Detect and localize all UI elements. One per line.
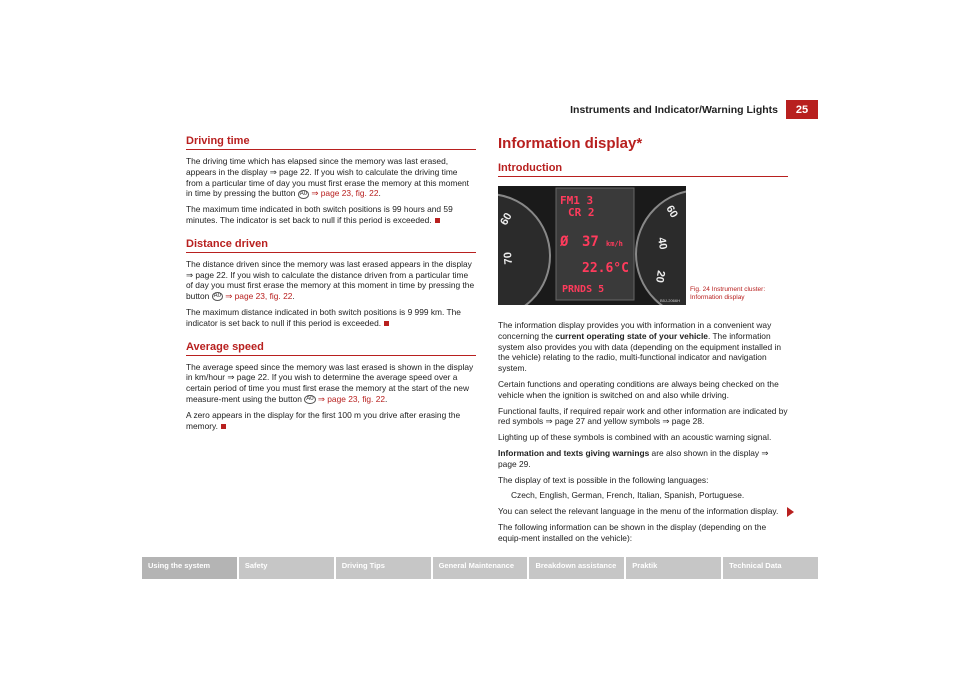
section-title-information-display: Information display* — [498, 135, 643, 152]
figure-caption: Fig. 24 Instrument cluster: Information display — [690, 286, 766, 301]
tab-praktik[interactable]: Praktik — [626, 557, 721, 579]
footer-navigation — [142, 557, 818, 579]
paragraph — [498, 448, 788, 470]
end-marker-icon — [221, 424, 226, 429]
paragraph-languages: Czech, English, German, French, Italian, Spanish, Portuguese. — [511, 490, 745, 501]
end-marker-icon — [435, 218, 440, 223]
paragraph-bold: current operating state of your vehicle — [555, 330, 708, 341]
display-radio-line: FM1 3 — [560, 194, 594, 207]
page-link[interactable]: ⇒ page 23, fig. 22 — [311, 188, 379, 199]
paragraph: The driving time which has elapsed since the memory was last erased, appears in the display ⇒ page 22. If you wish to calculate the driving time from a particular time of day you must first erase the memory at this moment in time by pressing the button A0 ⇒ page 23, fig. 22. — [186, 156, 469, 199]
tab-technical-data[interactable]: Technical Data — [723, 557, 818, 579]
next-page-arrow-icon[interactable] — [787, 507, 794, 517]
paragraph-text: A zero appears in the display for the first 100 m you drive after erasing the memory. — [186, 409, 461, 431]
page-link[interactable]: ⇒ page 23, fig. 22 — [225, 291, 293, 302]
paragraph: Functional faults, if required repair work and other information are indicated by red symbols ⇒ page 27 and yellow symbols ⇒ page 28. — [498, 405, 788, 427]
paragraph: You can select the relevant language in the menu of the information display. — [498, 506, 779, 517]
left-column — [186, 135, 476, 436]
section-title-distance-driven: Distance driven — [186, 238, 476, 253]
display-temperature: 22.6°C — [582, 261, 629, 276]
paragraph: The following information can be shown in the display (depending on the equip-ment installed on the vehicle): — [498, 521, 767, 543]
tab-general-maintenance[interactable]: General Maintenance — [433, 557, 528, 579]
paragraph: Certain functions and operating conditions are always being checked on the vehicle when the ignition is switched on and also while driving. — [498, 378, 779, 400]
right-body — [498, 320, 788, 549]
paragraph-text: The information display provides you with information in a convenient way concerning the — [498, 320, 772, 341]
paragraph — [186, 204, 476, 226]
tab-breakdown-assistance[interactable]: Breakdown assistance — [529, 557, 624, 579]
paragraph: The distance driven since the memory was last erased appears in the display ⇒ page 22. If you wish to calculate the distance driven from a particular time of day you must first erase the memory at this moment in time by pressing the button A0 ⇒ page 23, fig. 22. — [186, 258, 475, 302]
reset-button-icon: A0 — [306, 396, 314, 403]
instrument-cluster-figure — [498, 186, 686, 305]
paragraph: Lighting up of these symbols is combined with an acoustic warning signal. — [498, 432, 772, 443]
paragraph — [186, 307, 476, 329]
tab-safety[interactable]: Safety — [239, 557, 334, 579]
instrument-cluster-illustration — [498, 186, 686, 305]
display-gear: PRNDS 5 — [562, 284, 605, 295]
paragraph: The average speed since the memory was last erased is shown in the display in km/hour ⇒ page 22. If you wish to determine the average speed over a certain period of time you must first erase the memory at the start of the new measure-ment using the button A0 ⇒ page 23, fig. 22. — [186, 361, 474, 404]
paragraph: The display of text is possible in the following languages: — [498, 474, 709, 485]
paragraph-bold: Information and texts giving warnings — [498, 447, 650, 458]
paragraph-text: The maximum distance indicated in both switch positions is 9 999 km. The indicator is set back to null if this period is exceeded. — [186, 306, 461, 328]
right-column — [498, 135, 788, 183]
figure-code: B5J-2066H — [660, 298, 681, 303]
reset-button-icon: A0 — [213, 293, 221, 300]
subsection-title-introduction: Introduction — [498, 162, 788, 177]
page-number: 25 — [786, 100, 818, 119]
gauge-right-label: 60 — [663, 203, 680, 221]
paragraph-text: The distance driven since the memory was last erased appears in the display ⇒ page 22. If you wish to calculate the distance driven from a particular time of day you must first erase the memory at this moment in time by pressing the button — [186, 258, 475, 302]
section-title-average-speed: Average speed — [186, 341, 476, 356]
gauge-right-label: 20 — [652, 269, 667, 284]
display-radio-line: CR 2 — [568, 206, 595, 219]
paragraph-text: The average speed since the memory was last erased is shown in the display in km/hour ⇒ page 22. If you wish to determine the average speed over a certain period of time you must first erase the memory at the start of the new measure-ment using the button — [186, 361, 474, 404]
end-marker-icon — [384, 321, 389, 326]
paragraph — [186, 410, 476, 432]
tab-driving-tips[interactable]: Driving Tips — [336, 557, 431, 579]
paragraph-text: The driving time which has elapsed since the memory was last erased, appears in the display ⇒ page 22. If you wish to calculate the driving time from a particular time of day you must first erase the memory at this moment in time by pressing the button — [186, 156, 469, 199]
page-link[interactable]: ⇒ page 23, fig. 22 — [317, 393, 386, 404]
paragraph — [498, 320, 788, 374]
header-title: Instruments and Indicator/Warning Lights — [570, 104, 778, 116]
paragraph-text: are also shown in the display ⇒ page 29. — [498, 447, 769, 469]
section-title-driving-time: Driving time — [186, 135, 476, 150]
display-speed-unit: km/h — [606, 240, 623, 248]
average-symbol: Ø — [560, 234, 569, 250]
paragraph-text: . The information system also provides you with data (depending on the equipment installed in the vehicle) relating to the radio, multi-functional indicator and navigation system. — [498, 330, 782, 374]
gauge-right-label: 40 — [655, 236, 669, 251]
paragraph-text: The maximum time indicated in both switch positions is 99 hours and 59 minutes. The indicator is set back to null if this period is exceeded. — [186, 204, 453, 225]
gauge-left-label: 70 — [501, 251, 515, 265]
gauge-left-label: 60 — [498, 210, 515, 228]
reset-button-icon: A0 — [299, 190, 308, 197]
display-speed: 37 — [582, 234, 599, 250]
tab-using-the-system[interactable]: Using the system — [142, 557, 237, 579]
